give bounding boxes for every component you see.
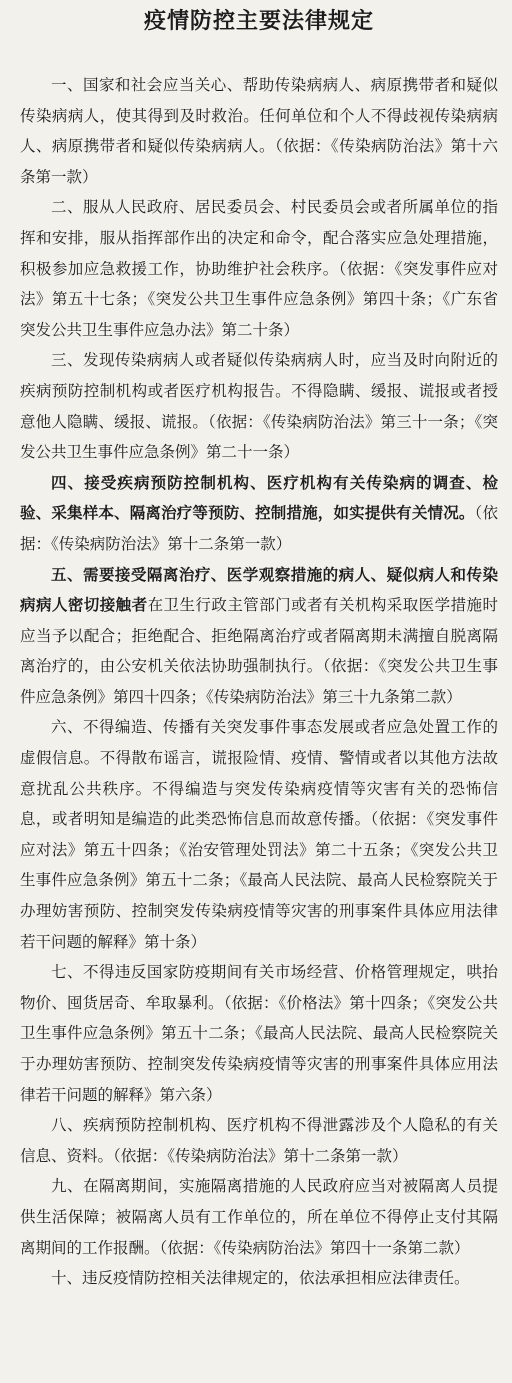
- paragraph-8: 八、疾病预防控制机构、医疗机构不得泄露涉及个人隐私的有关信息、资料。（依据：《传染病防治法》第十二条第一款）: [20, 1116, 498, 1165]
- paragraph-7: 七、不得违反国家防疫期间有关市场经营、价格管理规定，哄抬物价、囤货居奇、牟取暴利。（依据：《价格法》第十四条；《突发公共卫生事件应急条例》第五十二条；《最高人民法院、最高人民检察院关于办理妨害预防、控制突发传染病疫情等灾害的刑事案件具体应用法律若干问题的解释》第六条）: [20, 963, 498, 1104]
- document-title: 疫情防控主要法律规定: [143, 8, 374, 34]
- paragraph-2: 二、服从人民政府、居民委员会、村民委员会或者所属单位的指挥和安排，服从指挥部作出的决定和命令，配合落实应急处理措施，积极参加应急救援工作，协助维护社会秩序。（依据：《突发事件应对法》第五十七条；《突发公共卫生事件应急条例》第四十条；《广东省突发公共卫生事件应急办法》第二十条）: [20, 198, 498, 339]
- paragraph-5-lead: 五、需要接受隔离治疗、医学观察措施的病人、疑似病人和传染病病人密切接触者: [20, 564, 498, 615]
- paragraph-6: 六、不得编造、传播有关突发事件事态发展或者应急处置工作的虚假信息。不得散布谣言，谎报险情、疫情、警情或者以其他方法故意扰乱公共秩序。不得编造与突发传染病疫情等灾害有关的恐怖信息，或者明知是编造的此类恐怖信息而故意传播。（依据：《突发事件应对法》第五十四条；《治安管理处罚法》第二十五条；《突发公共卫生事件应急条例》第五十二条；《最高人民法院、最高人民检察院关于办理妨害预防、控制突发传染病疫情等灾害的刑事案件具体应用法律若干问题的解释》第十条）: [20, 718, 498, 951]
- paragraph-1: 一、国家和社会应当关心、帮助传染病病人、病原携带者和疑似传染病病人，使其得到及时救治。任何单位和个人不得歧视传染病病人、病原携带者和疑似传染病病人。（依据：《传染病防治法》第十六条第一款）: [20, 76, 498, 186]
- paragraph-5: [20, 560, 498, 713]
- paragraph-4-lead: 四、接受疾病预防控制机构、医疗机构有关传染病的调查、检验、采集样本、隔离治疗等预防、控制措施，如实提供有关情况。: [20, 472, 498, 523]
- paragraph-4-basis: （依据：《传染病防治法》第十二条第一款）: [20, 504, 498, 553]
- paragraph-4: [20, 468, 498, 560]
- paragraph-9: 九、在隔离期间，实施隔离措施的人民政府应当对被隔离人员提供生活保障；被隔离人员有工作单位的，所在单位不得停止支付其隔离期间的工作报酬。（依据：《传染病防治法》第四十一条第二款）: [20, 1177, 498, 1257]
- paragraph-3: 三、发现传染病病人或者疑似传染病病人时，应当及时向附近的疾病预防控制机构或者医疗机构报告。不得隐瞒、缓报、谎报或者授意他人隐瞒、缓报、谎报。（依据：《传染病防治法》第三十一条；《突发公共卫生事件应急条例》第二十一条）: [20, 351, 498, 462]
- paragraph-5-body: 在卫生行政主管部门或者有关机构采取医学措施时应当予以配合；拒绝配合、拒绝隔离治疗或者隔离期未满擅自脱离隔离治疗的，由公安机关依法协助强制执行。（依据：《突发公共卫生事件应急条例》第四十四条；《传染病防治法》第三十九条第二款）: [20, 596, 498, 706]
- paragraph-10: 十、违反疫情防控相关法律规定的，依法承担相应法律责任。: [51, 1269, 470, 1288]
